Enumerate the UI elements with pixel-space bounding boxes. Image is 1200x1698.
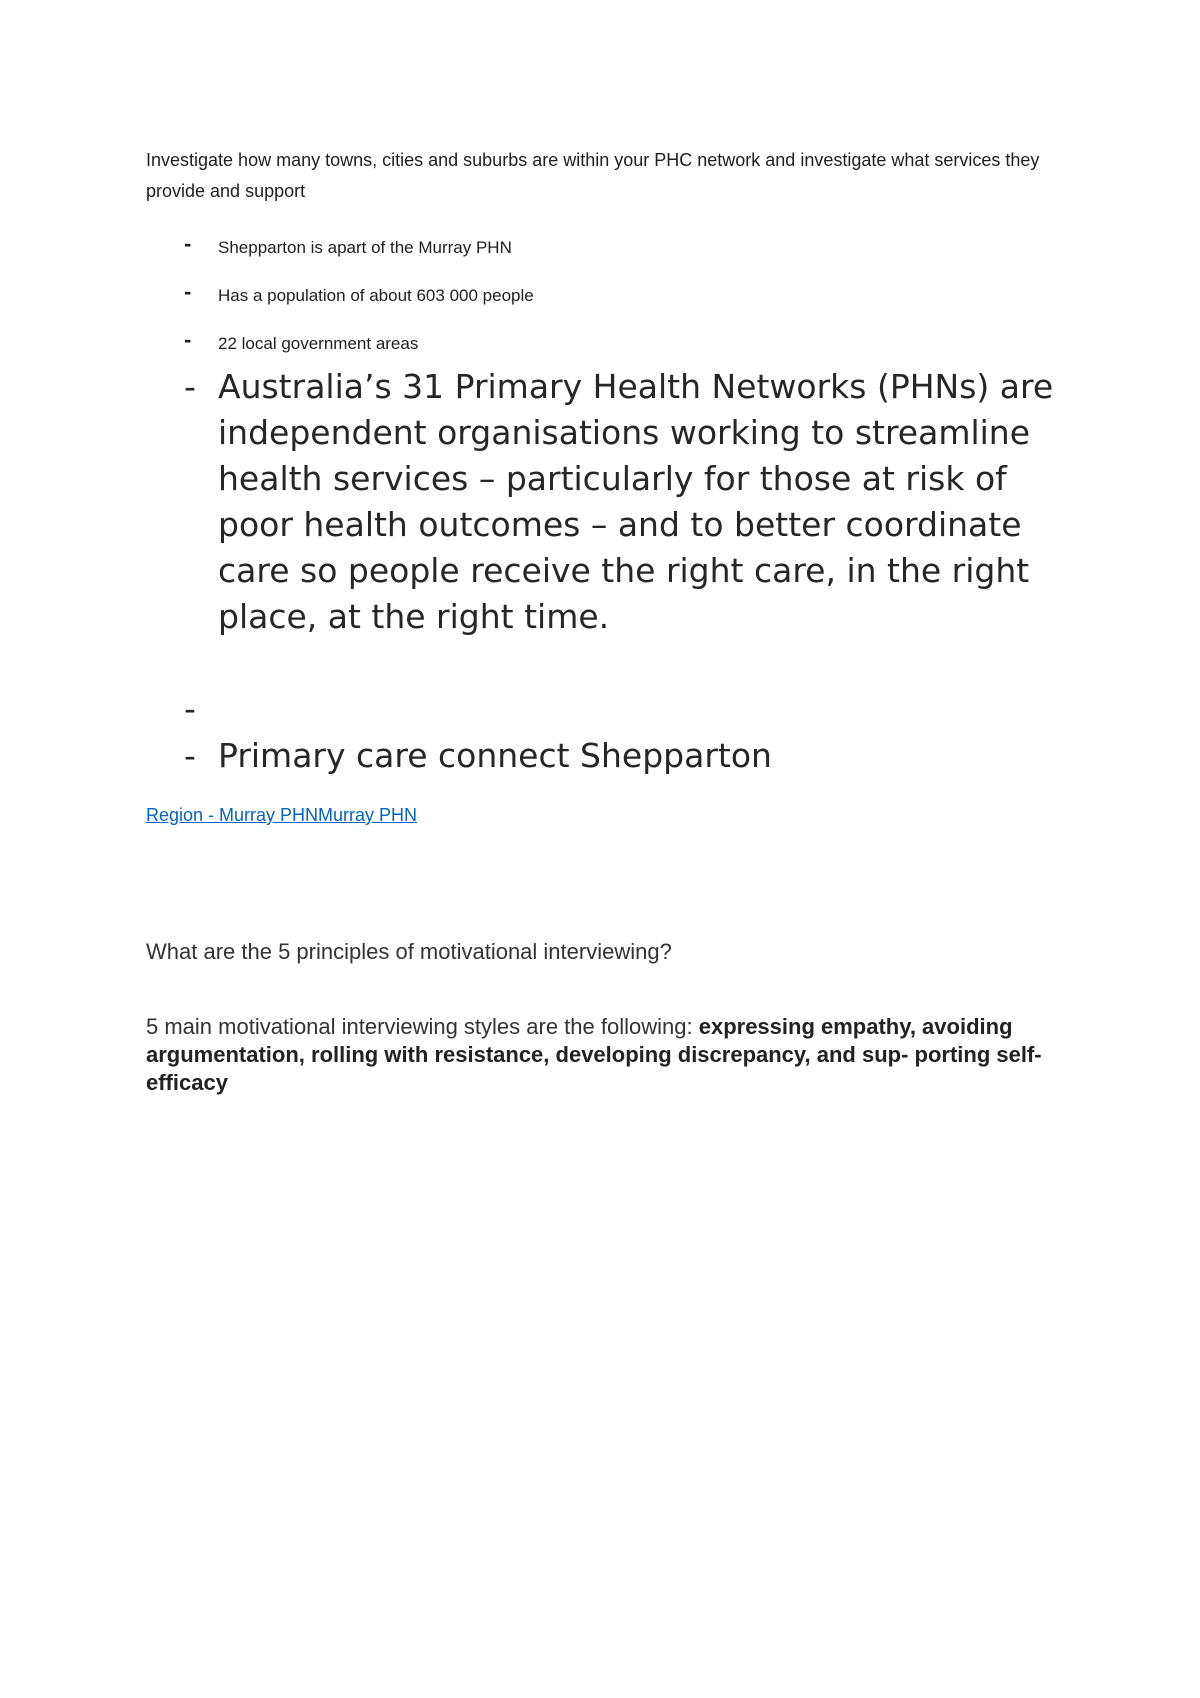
bullet-dash: - [184, 736, 196, 775]
list-item-text: Australia’s 31 Primary Health Networks (PHNs) are independent organisations working to streamline health services – particularly for those at risk of poor health outcomes – and to better coordinate care so people receive the right care, in the right place, at the right time. [218, 367, 1054, 636]
answer-lead-text: 5 main motivational interviewing styles are the following: [146, 1014, 699, 1039]
bullet-dash: - [184, 231, 192, 256]
answer-bold-text: expressing empathy, avoiding argumentation, rolling with resistance, developing discrepancy, and sup- porting self-efficacy [146, 1014, 1042, 1095]
intro-paragraph: Investigate how many towns, cities and suburbs are within your PHC network and investigate what services they provide and support [146, 150, 1040, 201]
bullet-dash: - [184, 279, 192, 304]
question-heading: What are the 5 principles of motivational interviewing? [146, 939, 672, 964]
bullet-dash: - [184, 367, 196, 406]
list-item-text: Shepparton is apart of the Murray PHN [218, 238, 512, 257]
list-item-text: Has a population of about 603 000 people [218, 286, 534, 305]
list-item-text: 22 local government areas [218, 334, 419, 353]
bullet-dash: - [184, 689, 196, 728]
region-murray-phn-link[interactable]: Region - Murray PHNMurray PHN [146, 805, 418, 825]
bullet-dash: - [184, 327, 192, 352]
answer-paragraph [146, 1013, 1066, 1097]
list-item-text: Primary care connect Shepparton [218, 736, 772, 775]
